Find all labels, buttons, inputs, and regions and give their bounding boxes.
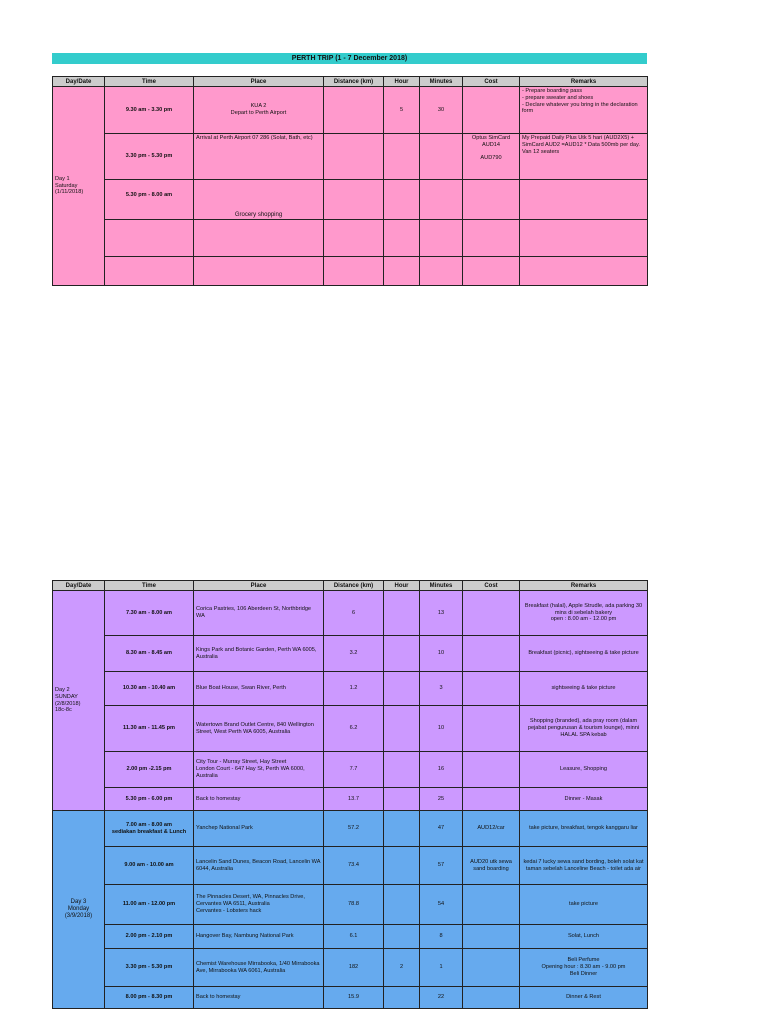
remarks-cell: take picture, breakfast, tengok kanggaru liar (520, 811, 648, 847)
cost-cell (463, 220, 520, 257)
cost-cell (463, 987, 520, 1009)
minutes-cell: 3 (420, 672, 463, 706)
minutes-cell: 16 (420, 752, 463, 788)
hour-cell (384, 220, 420, 257)
minutes-cell (420, 180, 463, 220)
cost-cell (463, 87, 520, 134)
remarks-cell: Breakfast (picnic), sightseeing & take picture (520, 636, 648, 672)
minutes-cell: 10 (420, 706, 463, 752)
time-cell: 3.30 pm - 5.30 pm (105, 949, 194, 987)
header-time: Time (105, 77, 194, 87)
hour-cell (384, 885, 420, 925)
table-row (53, 706, 648, 752)
time-cell: 7.30 am - 8.00 am (105, 591, 194, 636)
minutes-cell: 30 (420, 87, 463, 134)
minutes-cell: 13 (420, 591, 463, 636)
time-cell: 3.30 pm - 5.30 pm (105, 134, 194, 180)
cost-cell (463, 180, 520, 220)
day1-table (52, 76, 648, 286)
header-place: Place (194, 581, 324, 591)
distance-cell: 3.2 (324, 636, 384, 672)
time-cell: 2.00 pm - 2.10 pm (105, 925, 194, 949)
table-row (53, 752, 648, 788)
time-cell: 8.00 pm - 8.30 pm (105, 987, 194, 1009)
minutes-cell: 47 (420, 811, 463, 847)
time-cell (105, 220, 194, 257)
cost-cell (463, 752, 520, 788)
place-cell (194, 220, 324, 257)
cost-cell: AUD20 utk sewa sand boarding (463, 847, 520, 885)
minutes-cell (420, 134, 463, 180)
header-remarks: Remarks (520, 77, 648, 87)
table-row (53, 925, 648, 949)
place-cell: Back to homestay (194, 788, 324, 811)
distance-cell: 78.8 (324, 885, 384, 925)
header-minutes: Minutes (420, 77, 463, 87)
remarks-cell: take picture (520, 885, 648, 925)
cost-cell (463, 949, 520, 987)
minutes-cell: 25 (420, 788, 463, 811)
table-row (53, 220, 648, 257)
distance-cell: 6 (324, 591, 384, 636)
distance-cell (324, 180, 384, 220)
time-cell: 11.30 am - 11.45 pm (105, 706, 194, 752)
table-row (53, 788, 648, 811)
cost-cell (463, 636, 520, 672)
remarks-cell: sightseeing & take picture (520, 672, 648, 706)
distance-cell: 182 (324, 949, 384, 987)
minutes-cell: 8 (420, 925, 463, 949)
time-cell: 2.00 pm -2.15 pm (105, 752, 194, 788)
cost-cell: Optus SimCard AUD14 AUD790 (463, 134, 520, 180)
remarks-cell: kedai 7 lucky sewa sand bording, boleh solat kat taman sebelah Lanceline Beach - toilet ada air (520, 847, 648, 885)
hour-cell (384, 636, 420, 672)
hour-cell (384, 672, 420, 706)
cost-cell (463, 925, 520, 949)
minutes-cell (420, 220, 463, 257)
minutes-cell: 54 (420, 885, 463, 925)
hour-cell: 2 (384, 949, 420, 987)
time-cell: 5.30 pm - 6.00 pm (105, 788, 194, 811)
remarks-cell (520, 257, 648, 286)
hour-cell (384, 788, 420, 811)
table-row (53, 134, 648, 180)
sheet-title: PERTH TRIP (1 - 7 December 2018) (52, 53, 647, 64)
distance-cell (324, 220, 384, 257)
hour-cell (384, 987, 420, 1009)
hour-cell (384, 257, 420, 286)
place-cell: KUA 2 Depart to Perth Airport (194, 87, 324, 134)
day2-day3-table (52, 580, 648, 1009)
place-cell: Lancelin Sand Dunes, Beacon Road, Lancelin WA 6044, Australia (194, 847, 324, 885)
header-hour: Hour (384, 581, 420, 591)
cost-cell: AUD12/car (463, 811, 520, 847)
cost-cell (463, 257, 520, 286)
time-cell: 5.30 pm - 8.00 am (105, 180, 194, 220)
remarks-cell: Leasure, Shopping (520, 752, 648, 788)
header-place: Place (194, 77, 324, 87)
header-time: Time (105, 581, 194, 591)
minutes-cell (420, 257, 463, 286)
header-remarks: Remarks (520, 581, 648, 591)
remarks-cell: Dinner & Rest (520, 987, 648, 1009)
hour-cell (384, 925, 420, 949)
remarks-cell: Dinner - Masak (520, 788, 648, 811)
minutes-cell: 57 (420, 847, 463, 885)
remarks-cell: - Prepare boarding pass - prepare sweater and shoes - Declare whatever you bring in the declaration form (520, 87, 648, 134)
header-cost: Cost (463, 77, 520, 87)
time-cell: 8.30 am - 8.45 am (105, 636, 194, 672)
place-cell (194, 257, 324, 286)
distance-cell (324, 134, 384, 180)
place-cell: Back to homestay (194, 987, 324, 1009)
table-row (53, 885, 648, 925)
remarks-cell: My Prepaid Daily Plus Utk 5 hari (AUD2X5) + SimCard AUD2 =AUD12 * Data 500mb per day. Van 12 seaters (520, 134, 648, 180)
distance-cell: 1.2 (324, 672, 384, 706)
distance-cell: 7.7 (324, 752, 384, 788)
table-row (53, 987, 648, 1009)
table-row (53, 811, 648, 847)
place-cell: Watertown Brand Outlet Centre, 840 Wellington Street, West Perth WA 6005, Australia (194, 706, 324, 752)
header-distance: Distance (km) (324, 581, 384, 591)
table-row (53, 87, 648, 134)
remarks-cell: Shopping (branded), ada pray room (dalam pejabat pengurusan & tourism lounge), minni HALAL SPA kebab (520, 706, 648, 752)
table-row (53, 636, 648, 672)
header-distance: Distance (km) (324, 77, 384, 87)
day2-label: Day 2 SUNDAY (2/8/2018) 18c-8c (53, 591, 105, 811)
place-cell: Corica Pastries, 106 Aberdeen St, Northbridge WA (194, 591, 324, 636)
cost-cell (463, 788, 520, 811)
hour-cell: 5 (384, 87, 420, 134)
time-cell: 10.30 am - 10.40 am (105, 672, 194, 706)
cost-cell (463, 885, 520, 925)
cost-cell (463, 591, 520, 636)
place-cell: Chemist Warehouse Mirrabooka, 1/40 Mirrabooka Ave, Mirrabooka WA 6061, Australia (194, 949, 324, 987)
header-minutes: Minutes (420, 581, 463, 591)
table-row (53, 257, 648, 286)
distance-cell (324, 257, 384, 286)
header-hour: Hour (384, 77, 420, 87)
time-cell: 9.00 am - 10.00 am (105, 847, 194, 885)
place-cell: Hangover Bay, Nambung National Park (194, 925, 324, 949)
distance-cell: 57.2 (324, 811, 384, 847)
header-cost: Cost (463, 581, 520, 591)
table-row (53, 672, 648, 706)
hour-cell (384, 847, 420, 885)
minutes-cell: 22 (420, 987, 463, 1009)
header-day: Day/Date (53, 581, 105, 591)
place-cell: The Pinnacles Desert, WA, Pinnacles Drive, Cervantes WA 6511, Australia Cervantes - Lobsters hack (194, 885, 324, 925)
time-cell: 11.00 am - 12.00 pm (105, 885, 194, 925)
place-cell: Arrival at Perth Airport 07 286 (Solat, Bath, etc) (194, 134, 324, 180)
distance-cell: 13.7 (324, 788, 384, 811)
remarks-cell (520, 180, 648, 220)
time-cell: 7.00 am - 8.00 am sediakan breakfast & Lunch (105, 811, 194, 847)
minutes-cell: 1 (420, 949, 463, 987)
cost-cell (463, 706, 520, 752)
distance-cell: 73.4 (324, 847, 384, 885)
place-cell: City Tour - Murray Street, Hay Street London Court - 647 Hay St, Perth WA 6000, Australia (194, 752, 324, 788)
hour-cell (384, 706, 420, 752)
table-row (53, 949, 648, 987)
day3-label: Day 3 Monday (3/9/2018) (53, 811, 105, 1009)
distance-cell: 6.1 (324, 925, 384, 949)
time-cell: 9.30 am - 3.30 pm (105, 87, 194, 134)
hour-cell (384, 752, 420, 788)
table-row (53, 591, 648, 636)
place-cell: Yanchep National Park (194, 811, 324, 847)
place-cell: Grocery shopping (194, 180, 324, 220)
place-cell: Kings Park and Botanic Garden, Perth WA 6005, Australia (194, 636, 324, 672)
remarks-cell: Beli Perfume Opening hour : 8.30 am - 9.00 pm Beli Dinner (520, 949, 648, 987)
hour-cell (384, 134, 420, 180)
hour-cell (384, 591, 420, 636)
distance-cell (324, 87, 384, 134)
cost-cell (463, 672, 520, 706)
distance-cell: 6.2 (324, 706, 384, 752)
day1-label: Day 1 Saturday (1/11/2018) (53, 87, 105, 286)
remarks-cell: Solat, Lunch (520, 925, 648, 949)
table-row (53, 180, 648, 220)
header-day: Day/Date (53, 77, 105, 87)
hour-cell (384, 180, 420, 220)
table-row (53, 847, 648, 885)
distance-cell: 15.9 (324, 987, 384, 1009)
remarks-cell (520, 220, 648, 257)
place-cell: Blue Boat House, Swan River, Perth (194, 672, 324, 706)
remarks-cell: Breakfast (halal), Apple Strudle, ada parking 30 mins di sebelah bakery open : 8.00 am - 12.00 pm (520, 591, 648, 636)
minutes-cell: 10 (420, 636, 463, 672)
time-cell (105, 257, 194, 286)
hour-cell (384, 811, 420, 847)
